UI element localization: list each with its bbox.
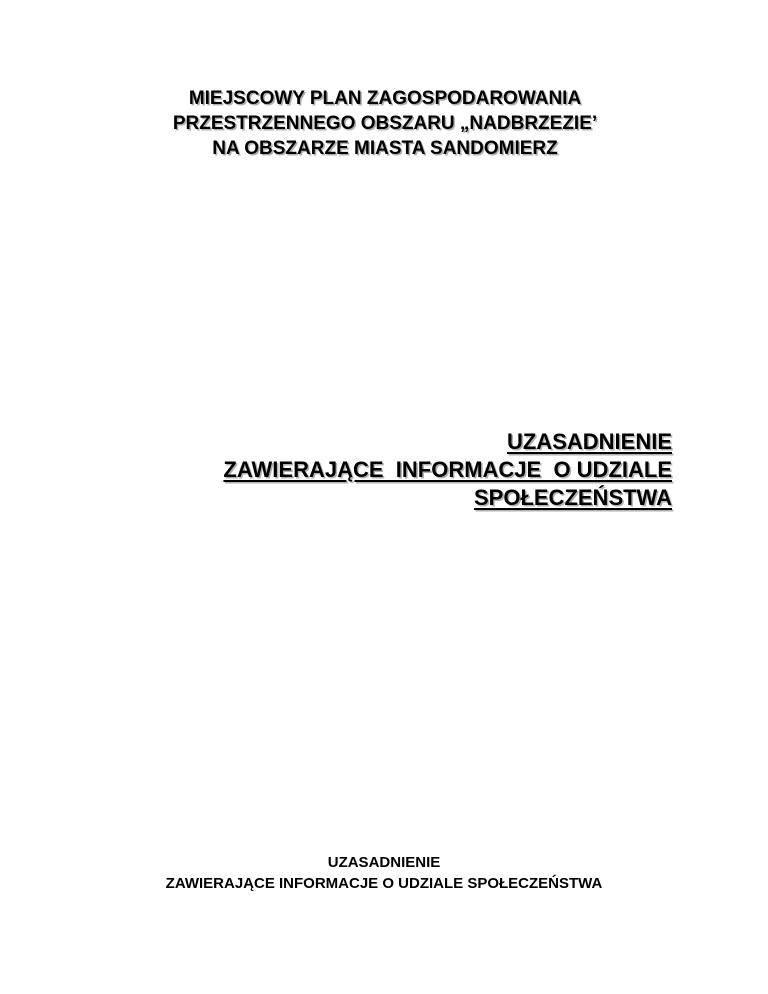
footer-line-2: ZAWIERAJĄCE INFORMACJE O UDZIALE SPOŁECZEŃSTWA [165,875,603,892]
page-footer [60,852,708,894]
heading-line-3: SPOŁECZEŃSTWA [473,485,672,510]
heading-line-2: ZAWIERAJĄCE INFORMACJE O UDZIALE [223,457,672,482]
heading-line-1: UZASADNIENIE [506,429,672,454]
section-heading [112,428,672,512]
title-line-3: NA OBSZARZE MIASTA SANDOMIERZ [212,138,558,159]
title-line-2: PRZESTRZENNEGO OBSZARU „NADBRZEZIE’ [172,113,598,134]
footer-line-1: UZASADNIENIE [327,854,441,871]
title-line-1: MIEJSCOWY PLAN ZAGOSPODAROWANIA [188,88,582,109]
document-title [90,86,680,161]
